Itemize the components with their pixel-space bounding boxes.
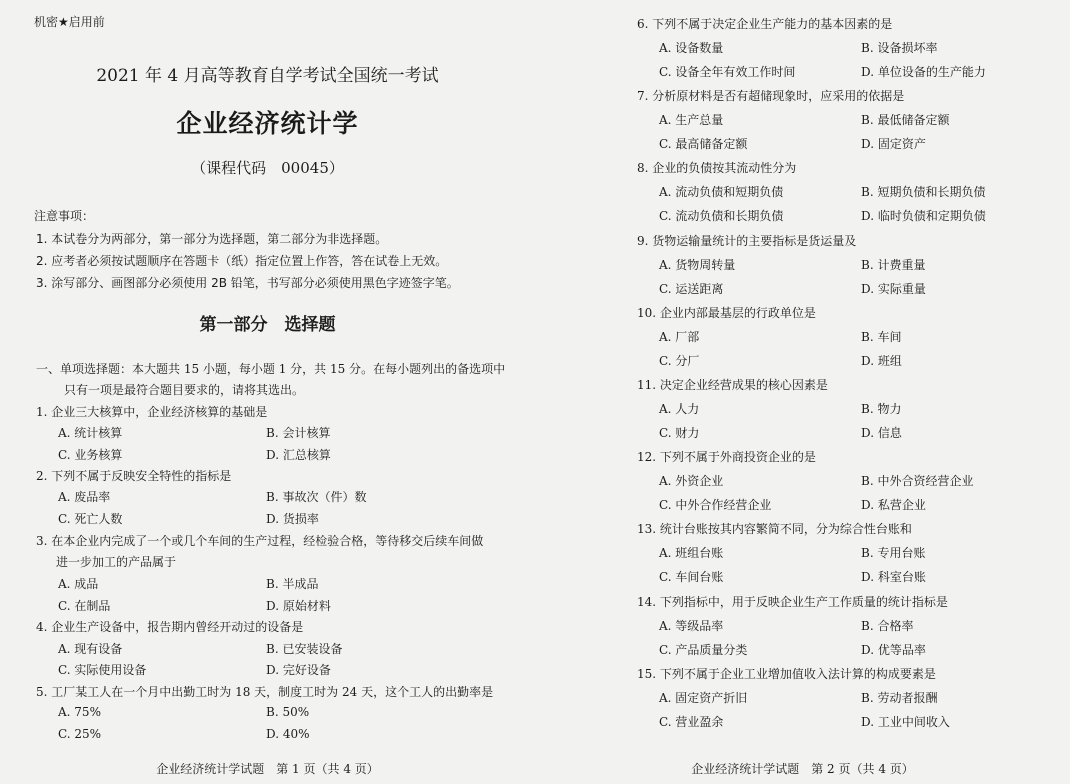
option-a: A. 人力 bbox=[659, 402, 700, 416]
option-d: D. 原始材料 bbox=[266, 599, 331, 613]
option-c: C. 财力 bbox=[659, 426, 700, 440]
option-d: D. 40% bbox=[266, 727, 310, 741]
option-d: D. 临时负债和定期负债 bbox=[861, 209, 986, 224]
question-stem: 15. 下列不属于企业工业增加值收入法计算的构成要素是 bbox=[637, 666, 936, 681]
option-b: B. 设备损坏率 bbox=[861, 41, 938, 55]
option-b: B. 物力 bbox=[861, 402, 902, 416]
option-d: D. 优等品率 bbox=[861, 642, 926, 657]
option-c: C. 业务核算 bbox=[58, 448, 123, 462]
option-d: D. 信息 bbox=[861, 426, 902, 440]
option-b: B. 已安装设备 bbox=[266, 642, 343, 656]
option-b: B. 劳动者报酬 bbox=[861, 690, 938, 705]
option-b: B. 车间 bbox=[861, 329, 902, 344]
question-stem: 12. 下列不属于外商投资企业的是 bbox=[637, 450, 816, 465]
option-b: B. 事故次（件）数 bbox=[266, 490, 367, 504]
option-a: A. 生产总量 bbox=[659, 113, 724, 128]
option-d: D. 汇总核算 bbox=[266, 448, 331, 462]
option-a: A. 等级品率 bbox=[659, 618, 724, 633]
question-stem: 2. 下列不属于反映安全特性的指标是 bbox=[36, 469, 232, 483]
question-stem: 11. 决定企业经营成果的核心因素是 bbox=[637, 378, 828, 392]
page-footer: 企业经济统计学试题 第 2 页（共 4 页） bbox=[691, 762, 914, 776]
question-stem: 5. 工厂某工人在一个月中出勤工时为 18 天，制度工时为 24 天，这个工人的出勤率是 bbox=[36, 685, 494, 699]
option-b: B. 合格率 bbox=[861, 618, 914, 633]
question-stem: 10. 企业内部最基层的行政单位是 bbox=[637, 305, 816, 320]
question-stem: 9. 货物运输量统计的主要指标是货运量及 bbox=[637, 233, 857, 248]
option-a: A. 成品 bbox=[58, 577, 99, 591]
option-a: A. 流动负债和短期负债 bbox=[659, 185, 784, 200]
question-stem: 13. 统计台账按其内容繁简不同，分为综合性台账和 bbox=[637, 522, 912, 537]
option-c: C. 在制品 bbox=[58, 599, 111, 613]
notice-item: 1. 本试卷分为两部分，第一部分为选择题，第二部分为非选择题。 bbox=[36, 232, 388, 246]
option-d: D. 固定资产 bbox=[861, 137, 926, 152]
option-c: C. 运送距离 bbox=[659, 281, 724, 296]
option-a: A. 外资企业 bbox=[659, 474, 724, 489]
course-code: （课程代码 00045） bbox=[191, 159, 344, 177]
option-c: C. 死亡人数 bbox=[58, 512, 123, 526]
option-a: A. 班组台账 bbox=[659, 546, 724, 561]
option-a: A. 现有设备 bbox=[58, 642, 123, 656]
option-a: A. 厂部 bbox=[659, 329, 700, 344]
notice-item: 2. 应考者必须按试题顺序在答题卡（纸）指定位置上作答，答在试卷上无效。 bbox=[36, 254, 448, 268]
question-stem: 7. 分析原材料是否有超储现象时，应采用的依据是 bbox=[637, 89, 905, 104]
option-c: C. 中外合作经营企业 bbox=[659, 498, 772, 513]
page-footer: 企业经济统计学试题 第 1 页（共 4 页） bbox=[156, 762, 379, 776]
option-b: B. 短期负债和长期负债 bbox=[861, 185, 986, 200]
option-d: D. 工业中间收入 bbox=[861, 714, 950, 729]
option-b: B. 计费重量 bbox=[861, 257, 926, 272]
option-d: D. 实际重量 bbox=[861, 281, 926, 296]
section-instruction: 一、单项选择题：本大题共 15 小题，每小题 1 分，共 15 分。在每小题列出的备选项中 bbox=[36, 362, 506, 376]
option-c: C. 产品质量分类 bbox=[659, 642, 748, 657]
option-d: D. 完好设备 bbox=[266, 663, 331, 677]
option-a: A. 设备数量 bbox=[659, 41, 724, 55]
option-b: B. 50% bbox=[266, 705, 310, 719]
option-a: A. 货物周转量 bbox=[659, 257, 736, 272]
option-c: C. 最高储备定额 bbox=[659, 137, 748, 152]
option-a: A. 固定资产折旧 bbox=[659, 690, 748, 705]
option-c: C. 分厂 bbox=[659, 353, 700, 368]
option-c: C. 实际使用设备 bbox=[58, 663, 147, 677]
option-c: C. 营业盈余 bbox=[659, 714, 724, 729]
option-c: C. 25% bbox=[58, 727, 102, 741]
option-d: D. 私营企业 bbox=[861, 498, 926, 513]
question-stem: 8. 企业的负债按其流动性分为 bbox=[637, 161, 797, 176]
option-b: B. 最低储备定额 bbox=[861, 113, 950, 128]
question-stem: 进一步加工的产品属于 bbox=[56, 555, 177, 569]
option-c: C. 车间台账 bbox=[659, 570, 724, 585]
option-c: C. 设备全年有效工作时间 bbox=[659, 65, 796, 79]
question-stem: 1. 企业三大核算中，企业经济核算的基础是 bbox=[36, 405, 268, 419]
option-d: D. 科室台账 bbox=[861, 570, 926, 585]
question-stem: 6. 下列不属于决定企业生产能力的基本因素的是 bbox=[637, 17, 893, 31]
notice-heading: 注意事项： bbox=[34, 209, 95, 223]
option-d: D. 单位设备的生产能力 bbox=[861, 65, 986, 79]
option-b: B. 会计核算 bbox=[266, 426, 331, 440]
option-b: B. 半成品 bbox=[266, 577, 319, 591]
question-stem: 3. 在本企业内完成了一个或几个车间的生产过程，经检验合格，等待移交后续车间做 bbox=[36, 534, 484, 548]
option-c: C. 流动负债和长期负债 bbox=[659, 209, 784, 224]
option-b: B. 中外合资经营企业 bbox=[861, 474, 974, 489]
subject-title: 企业经济统计学 bbox=[176, 109, 359, 138]
exam-page-2 bbox=[535, 0, 1070, 784]
question-stem: 4. 企业生产设备中，报告期内曾经开动过的设备是 bbox=[36, 620, 304, 634]
exam-title: 2021 年 4 月高等教育自学考试全国统一考试 bbox=[96, 66, 439, 86]
section-instruction-cont: 只有一项是最符合题目要求的，请将其选出。 bbox=[64, 383, 305, 397]
option-d: D. 班组 bbox=[861, 353, 902, 368]
option-a: A. 废品率 bbox=[58, 490, 111, 504]
option-a: A. 统计核算 bbox=[58, 426, 123, 440]
notice-item: 3. 涂写部分、画图部分必须使用 2B 铅笔，书写部分必须使用黑色字迹签字笔。 bbox=[36, 276, 459, 290]
question-stem: 14. 下列指标中，用于反映企业生产工作质量的统计指标是 bbox=[637, 594, 948, 609]
part-title: 第一部分 选择题 bbox=[199, 315, 336, 335]
option-a: A. 75% bbox=[58, 705, 101, 719]
option-b: B. 专用台账 bbox=[861, 546, 926, 561]
option-d: D. 货损率 bbox=[266, 512, 319, 526]
confidential-mark: 机密★启用前 bbox=[34, 15, 105, 29]
